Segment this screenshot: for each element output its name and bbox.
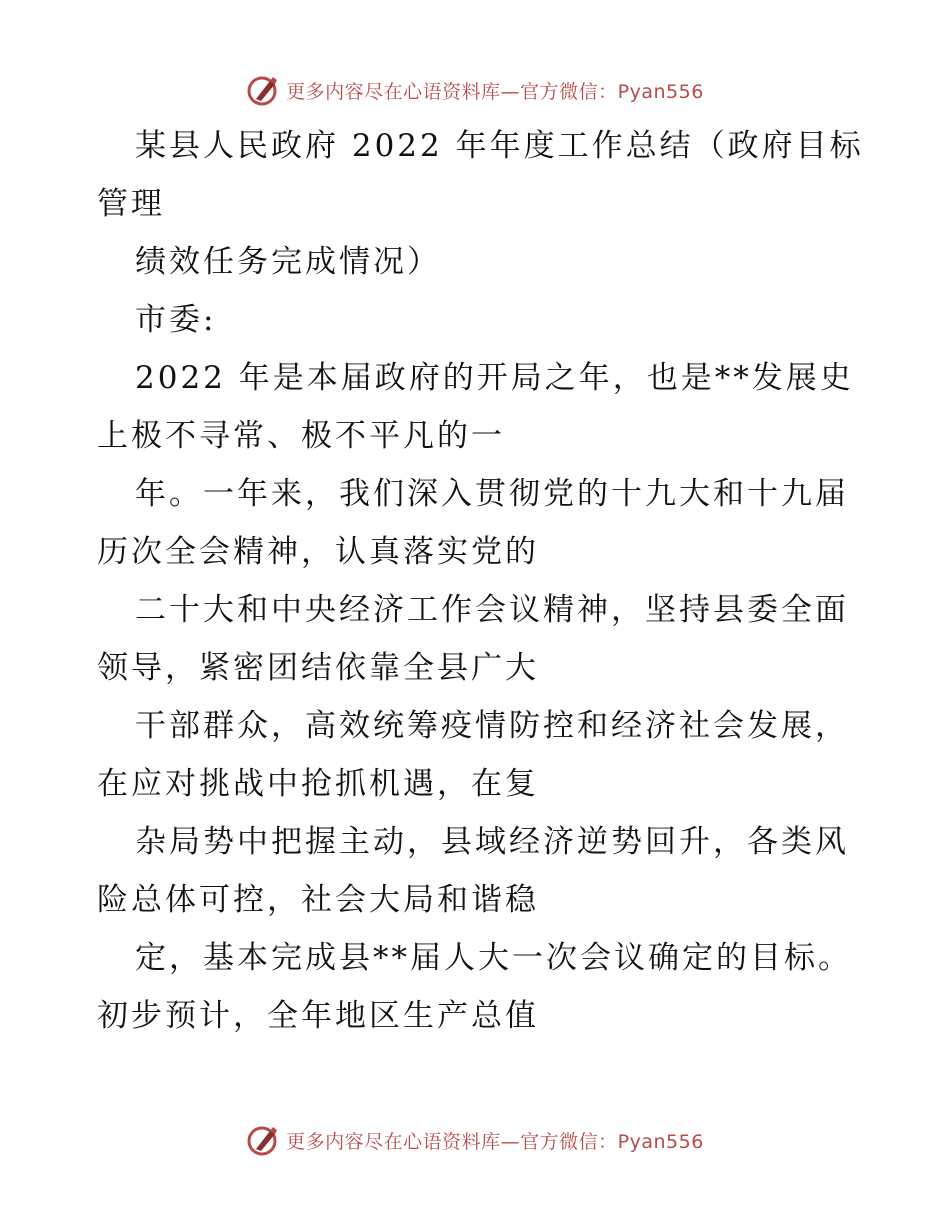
text-line: 绩效任务完成情况） [135,244,441,280]
text-line: 在应对挑战中抢抓机遇，在复 [97,766,539,802]
text-line: 领导，紧密团结依靠全县广大 [97,650,539,686]
pen-logo-icon [246,73,280,107]
text-line: 险总体可控，社会大局和谐稳 [97,882,539,918]
text-line: 年。一年来，我们深入贯彻党的十九大和十九届 [135,476,849,512]
watermark-text: 更多内容尽在心语资料库—官方微信：Pyan556 [286,80,704,103]
text-line: 2022 年是本届政府的开局之年，也是**发展史 [135,360,854,396]
header-watermark [0,70,950,110]
text-line: 上极不寻常、极不平凡的一 [97,418,505,454]
watermark-text: 更多内容尽在心语资料库—官方微信：Pyan556 [286,1130,704,1153]
text-line: 历次全会精神，认真落实党的 [97,534,539,570]
text-line: 杂局势中把握主动，县域经济逆势回升，各类风 [135,824,849,860]
document-body [97,117,864,1045]
text-line: 定，基本完成县**届人大一次会议确定的目标。 [135,940,852,976]
text-line: 初步预计，全年地区生产总值 [97,998,539,1034]
text-line: 管理 [97,186,165,222]
text-line: 某县人民政府 2022 年年度工作总结（政府目标 [135,128,864,164]
footer-watermark [0,1120,950,1160]
pen-logo-icon [246,1123,280,1157]
text-line: 市委: [135,302,217,338]
text-line: 干部群众，高效统筹疫情防控和经济社会发展， [135,708,849,744]
text-line: 二十大和中央经济工作会议精神，坚持县委全面 [135,592,849,628]
